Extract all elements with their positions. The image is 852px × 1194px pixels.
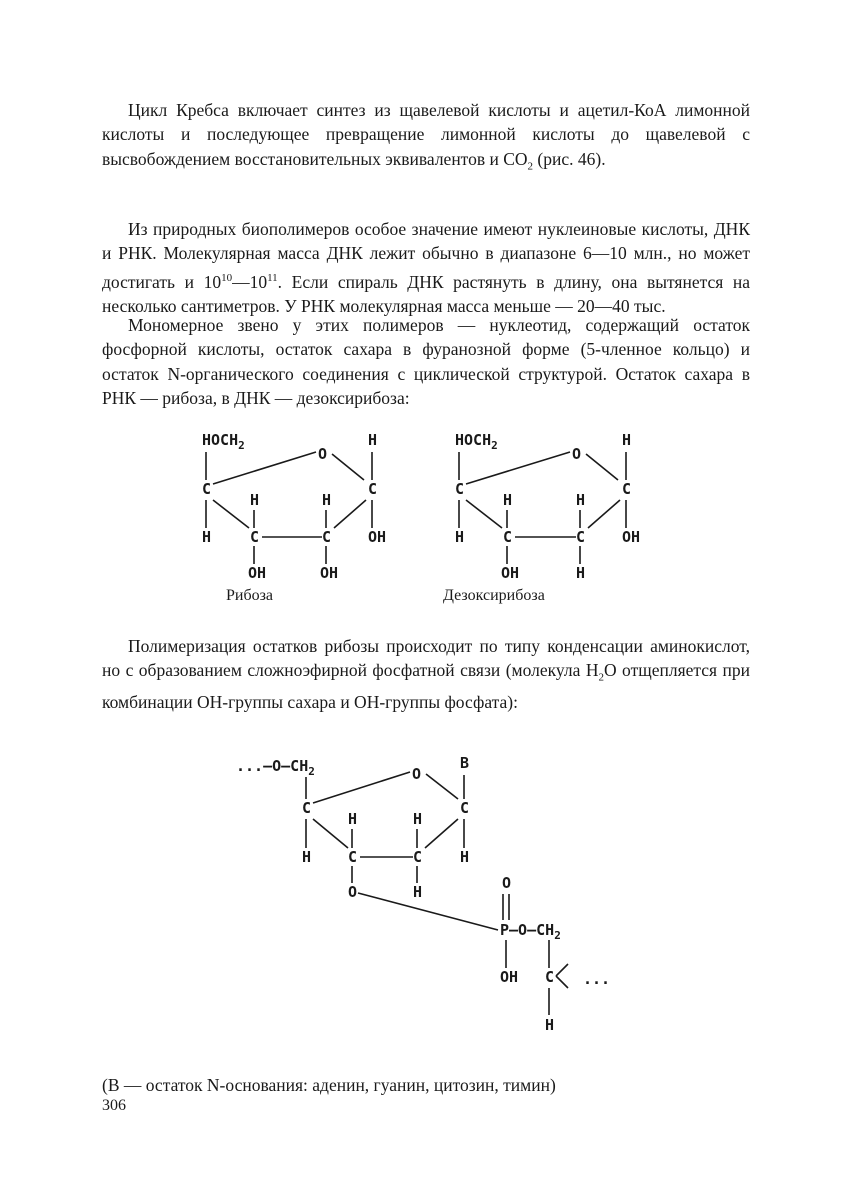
svg-text:B: B [460, 754, 470, 772]
svg-text:...: ... [583, 970, 611, 988]
svg-text:C: C [576, 528, 586, 546]
svg-text:H: H [322, 491, 332, 509]
svg-text:O: O [502, 874, 512, 892]
svg-text:H: H [368, 431, 378, 449]
svg-text:C: C [455, 480, 465, 498]
svg-text:OH: OH [320, 564, 339, 582]
svg-text:HOCH2: $HOCH_2$ [455, 431, 498, 452]
svg-text:H: H [413, 883, 423, 901]
svg-text:C: C [503, 528, 513, 546]
svg-text:OH: OH [248, 564, 267, 582]
svg-text:H: H [455, 528, 465, 546]
svg-text:C: C [348, 848, 358, 866]
ribose-o: O [318, 445, 328, 463]
deoxyribose-formula [443, 431, 640, 604]
svg-text:OH: OH [368, 528, 387, 546]
svg-text:C: C [460, 799, 470, 817]
svg-text:HOCH2: $HOCH_2$ [202, 431, 245, 452]
svg-text:P—O—CH2: $P—O—CH_2$ [500, 921, 561, 942]
svg-text:H: H [202, 528, 212, 546]
svg-text:C: C [413, 848, 423, 866]
svg-text:C: C [368, 480, 378, 498]
ribose-caption: Рибоза [226, 587, 274, 604]
page-number: 306 [102, 1097, 126, 1114]
svg-text:OH: OH [622, 528, 641, 546]
svg-text:C: C [545, 968, 555, 986]
svg-text:OH: OH [500, 968, 519, 986]
svg-text:C: C [202, 480, 212, 498]
svg-text:C: C [322, 528, 332, 546]
svg-text:H: H [576, 491, 586, 509]
paragraph-nucleotide: Мономерное звено у этих полимеров — нуклеотид, содержащий остаток фосфорной кислоты, остаток сахара в фуранозной форме (5-членное кольцо) и остаток N-органического соединения с циклической структурой. Остаток сахара в РНК — рибоза, в ДНК — дезоксирибоза: [102, 315, 750, 409]
svg-text:C: C [622, 480, 632, 498]
ribose-formula [202, 431, 386, 604]
deoxyribose-caption: Дезоксирибоза [443, 587, 545, 604]
svg-text:O: O [348, 883, 358, 901]
svg-text:H: H [413, 810, 423, 828]
paragraph-polymerization: Полимеризация остатков рибозы происходит по типу конденсации аминокислот, но с образованием сложноэфирной фосфатной связи (молекула $H_2O$ отщепляется при комбинации OH-группы сахара и OH-группы фосфата): [102, 636, 750, 713]
svg-text:...—O—CH2: $...—O—CH_2$ [236, 757, 315, 778]
svg-text:C: C [302, 799, 312, 817]
svg-text:H: H [250, 491, 260, 509]
paragraph-nucleic-acids: Из природных биополимеров особое значение имеют нуклеиновые кислоты, ДНК и РНК. Молекулярная масса ДНК лежит обычно в диапазоне 6—10 млн., но может достигать и $10^{10}—10^{11}$. Если спираль ДНК растянуть в длину, она вытянется на несколько сантиметров. У РНК молекулярная масса меньше — 20—40 тыс. [102, 219, 751, 317]
polymer-formula [236, 754, 610, 1034]
svg-text:OH: OH [501, 564, 520, 582]
svg-text:O: O [572, 445, 582, 463]
svg-text:H: H [302, 848, 312, 866]
svg-text:H: H [503, 491, 513, 509]
svg-text:H: H [576, 564, 586, 582]
svg-text:C: C [250, 528, 260, 546]
svg-text:O: O [412, 765, 422, 783]
svg-text:H: H [348, 810, 358, 828]
svg-text:H: H [545, 1016, 555, 1034]
paragraph-krebs: Цикл Кребса включает синтез из щавелевой кислоты и ацетил-КоА лимонной кислоты и последующее превращение лимонной кислоты до щавелевой с высвобождением восстановительных эквивалентов и $CO_2$ (рис. 46). [102, 100, 750, 173]
footnote: (B — остаток N-основания: аденин, гуанин, цитозин, тимин) [102, 1075, 556, 1095]
svg-text:H: H [622, 431, 632, 449]
svg-text:H: H [460, 848, 470, 866]
